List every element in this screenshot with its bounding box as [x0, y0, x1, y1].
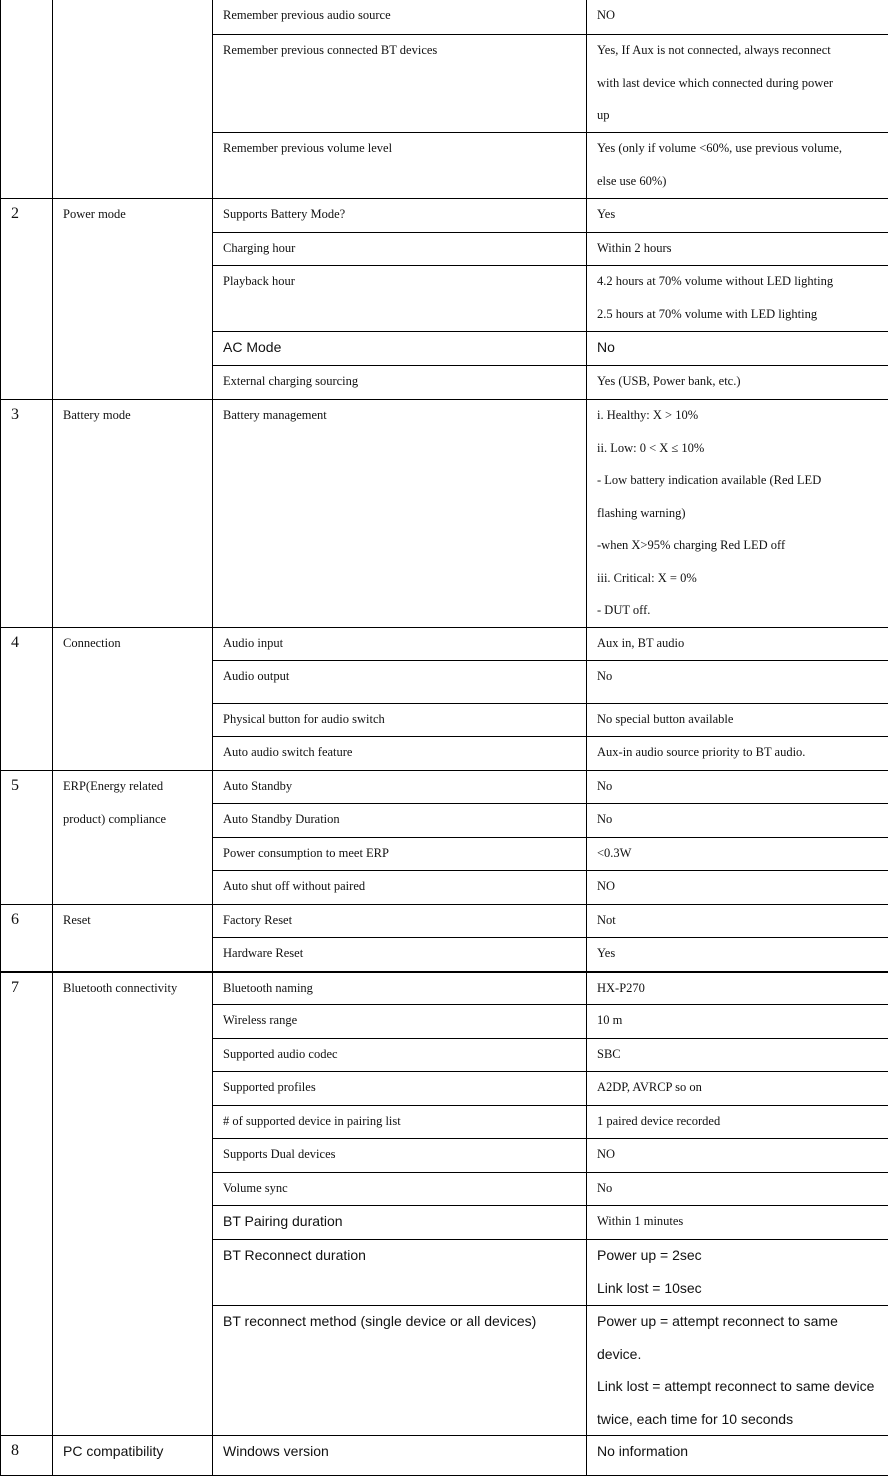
- category-cell: Connection: [53, 628, 213, 771]
- row-number-cell: 3: [1, 400, 53, 628]
- value-cell: No information: [587, 1436, 888, 1476]
- item-cell: Auto shut off without paired: [213, 871, 587, 905]
- item-cell: Charging hour: [213, 233, 587, 266]
- row-number-cell: [1, 0, 53, 199]
- item-cell: BT reconnect method (single device or all devices): [213, 1306, 587, 1436]
- row-number-cell: 2: [1, 199, 53, 400]
- category-cell: Reset: [53, 905, 213, 972]
- category-cell: Power mode: [53, 199, 213, 400]
- item-cell: Factory Reset: [213, 905, 587, 938]
- item-cell: Battery management: [213, 400, 587, 628]
- category-cell: Bluetooth connectivity: [53, 972, 213, 1436]
- item-cell: Audio input: [213, 628, 587, 661]
- value-cell: 10 m: [587, 1005, 888, 1039]
- item-cell: Hardware Reset: [213, 938, 587, 972]
- table-row: [1, 400, 888, 628]
- value-cell: No special button available: [587, 704, 888, 737]
- item-cell: Bluetooth naming: [213, 972, 587, 1005]
- value-cell: Yes: [587, 938, 888, 972]
- value-cell: HX-P270: [587, 972, 888, 1005]
- row-number-cell: 7: [1, 972, 53, 1436]
- item-cell: Remember previous audio source: [213, 0, 587, 35]
- row-number-cell: 4: [1, 628, 53, 771]
- row-number-cell: 6: [1, 905, 53, 972]
- item-cell: Supported audio codec: [213, 1039, 587, 1072]
- table-row: [1, 1436, 888, 1476]
- category-cell: PC compatibility: [53, 1436, 213, 1476]
- item-cell: AC Mode: [213, 332, 587, 366]
- item-cell: BT Reconnect duration: [213, 1240, 587, 1306]
- category-cell: [53, 0, 213, 199]
- item-cell: Remember previous connected BT devices: [213, 35, 587, 133]
- value-cell: Within 1 minutes: [587, 1206, 888, 1240]
- value-cell: 4.2 hours at 70% volume without LED lighting 2.5 hours at 70% volume with LED lighting: [587, 266, 888, 332]
- item-cell: Auto Standby: [213, 771, 587, 804]
- item-cell: Auto Standby Duration: [213, 804, 587, 838]
- table-row: [1, 199, 888, 233]
- item-cell: Physical button for audio switch: [213, 704, 587, 737]
- value-cell: NO: [587, 0, 888, 35]
- value-cell: Yes: [587, 199, 888, 233]
- category-cell: Battery mode: [53, 400, 213, 628]
- item-cell: Auto audio switch feature: [213, 737, 587, 771]
- item-cell: Audio output: [213, 661, 587, 704]
- value-cell: 1 paired device recorded: [587, 1106, 888, 1139]
- row-number-cell: 5: [1, 771, 53, 905]
- value-cell: <0.3W: [587, 838, 888, 871]
- item-cell: Supported profiles: [213, 1072, 587, 1106]
- item-cell: Supports Battery Mode?: [213, 199, 587, 233]
- value-cell: Power up = 2sec Link lost = 10sec: [587, 1240, 888, 1306]
- value-cell: A2DP, AVRCP so on: [587, 1072, 888, 1106]
- value-cell: No: [587, 661, 888, 704]
- value-cell: No: [587, 771, 888, 804]
- item-cell: Volume sync: [213, 1173, 587, 1206]
- value-cell: NO: [587, 1139, 888, 1173]
- value-cell: Within 2 hours: [587, 233, 888, 266]
- item-cell: Playback hour: [213, 266, 587, 332]
- value-cell: Aux in, BT audio: [587, 628, 888, 661]
- table-row: [1, 771, 888, 804]
- item-cell: Wireless range: [213, 1005, 587, 1039]
- row-number-cell: 8: [1, 1436, 53, 1476]
- value-cell: Yes, If Aux is not connected, always reconnect with last device which connected during power up: [587, 35, 888, 133]
- value-cell: No: [587, 332, 888, 366]
- value-cell: Power up = attempt reconnect to same device. Link lost = attempt reconnect to same device twice, each time for 10 seconds: [587, 1306, 888, 1436]
- value-cell: No: [587, 804, 888, 838]
- item-cell: Remember previous volume level: [213, 133, 587, 199]
- table-row: [1, 972, 888, 1005]
- item-cell: External charging sourcing: [213, 366, 587, 400]
- value-cell: Aux-in audio source priority to BT audio.: [587, 737, 888, 771]
- value-cell: No: [587, 1173, 888, 1206]
- value-cell: NO: [587, 871, 888, 905]
- item-cell: Power consumption to meet ERP: [213, 838, 587, 871]
- value-cell: SBC: [587, 1039, 888, 1072]
- value-cell: Not: [587, 905, 888, 938]
- value-cell: Yes (only if volume <60%, use previous volume, else use 60%): [587, 133, 888, 199]
- category-cell: ERP(Energy related product) compliance: [53, 771, 213, 905]
- item-cell: # of supported device in pairing list: [213, 1106, 587, 1139]
- value-cell: Yes (USB, Power bank, etc.): [587, 366, 888, 400]
- item-cell: BT Pairing duration: [213, 1206, 587, 1240]
- value-cell: i. Healthy: X > 10% ii. Low: 0 < X ≤ 10% - Low battery indication available (Red LED flashing warning) -when X>95% charging Red LED off iii. Critical: X = 0% - DUT off.: [587, 400, 888, 628]
- table-row: [1, 905, 888, 938]
- item-cell: Windows version: [213, 1436, 587, 1476]
- item-cell: Supports Dual devices: [213, 1139, 587, 1173]
- table-row: [1, 0, 888, 35]
- table-row: [1, 628, 888, 661]
